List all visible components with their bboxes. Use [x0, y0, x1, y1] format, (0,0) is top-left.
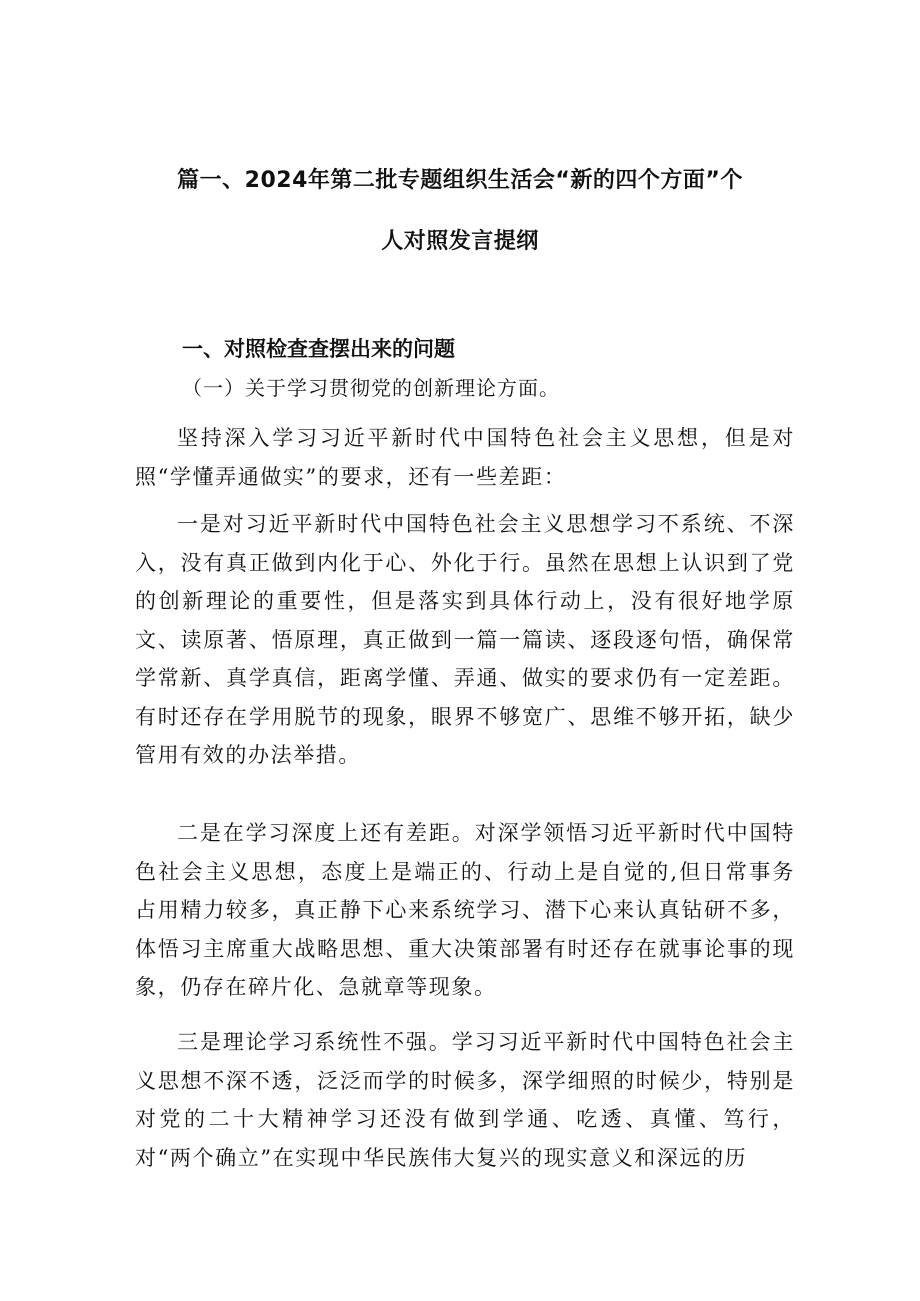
document-title-line-2: 人对照发言提纲 — [381, 229, 539, 254]
body-paragraph: 三是理论学习系统性不强。学习习近平新时代中国特色社会主义思想不深不透，泛泛而学的时候多，深学细照的时候少，特别是对党的二十大精神学习还没有做到学通、吃透、真懂、笃行，对“两个确立”在实现中华民族伟大复兴的现实意义和深远的历 — [135, 1030, 795, 1170]
body-paragraph: 二是在学习深度上还有差距。对深学领悟习近平新时代中国特色社会主义思想，态度上是端正的、行动上是自觉的,但日常事务占用精力较多，真正静下心来系统学习、潜下心来认真钻研不多，体悟习主席重大战略思想、重大决策部署有时还存在就事论事的现象，仍存在碎片化、急就章等现象。 — [135, 821, 795, 999]
sub-heading: （一）关于学习贯彻党的创新理论方面。 — [182, 376, 560, 400]
section-heading: 一、对照检查查摆出来的问题 — [182, 337, 455, 361]
body-paragraph: 坚持深入学习习近平新时代中国特色社会主义思想，但是对照“学懂弄通做实”的要求，还有一些差距： — [135, 426, 795, 489]
document-title-line-1: 篇一、2024年第二批专题组织生活会“新的四个方面”个 — [177, 168, 743, 193]
body-paragraph: 一是对习近平新时代中国特色社会主义思想学习不系统、不深入，没有真正做到内化于心、外化于行。虽然在思想上认识到了党的创新理论的重要性，但是落实到具体行动上，没有很好地学原文、读原著、悟原理，真正做到一篇一篇读、逐段逐句悟，确保常学常新、真学真信，距离学懂、弄通、做实的要求仍有一定差距。有时还存在学用脱节的现象，眼界不够宽广、思维不够开拓，缺少管用有效的办法举措。 — [135, 512, 795, 767]
